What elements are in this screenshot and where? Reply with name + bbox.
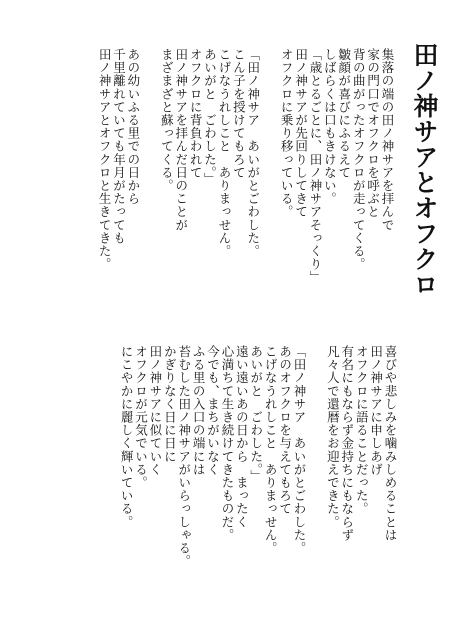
verse-line: 凡々人で還暦をお迎えできた。 [325,345,341,529]
verse-line: しばらくは口もきけない。 [322,48,338,206]
verse-line: こげなうれしこと ありまっせん。 [263,345,279,555]
verse-line: 田ノ神サアとオフクロと生きてきた。 [97,48,113,271]
verse-line: 今でも、まちがいなく [205,345,221,476]
verse-line: あのオフクロを与えてもろて [277,345,293,516]
poem-title: 田ノ神サアとオフクロ [410,42,439,297]
verse-line: 遠い遠いあの日から まったく [234,345,250,529]
verse-line: こげなうれしこと ありまっせん。 [216,48,232,258]
verse-line: あいがと ごわした。」 [248,345,264,483]
verse-line: 「歳とるごとに、田ノ神サアそっくり」 [307,48,323,284]
verse-line: あいがと ごわした。」 [202,48,218,186]
verse-line: 苔むした田ノ神サアがいらっしゃる。 [176,345,192,568]
upper-verse-block [22,48,394,308]
verse-line: 田ノ神サアを拝んだ日のことが [173,48,189,232]
verse-line: 田ノ神サアに申しあげ [368,345,384,476]
verse-line: 皺顔が喜びにふるえて [336,48,352,179]
verse-line: まざまざと蘇ってくる。 [159,48,175,193]
verse-line: 「田ノ神サア あいがとごわした。 [291,345,307,555]
verse-line: 「田ノ神サア あいがとごわした。 [245,48,261,258]
verse-line: 田ノ神サアが先回りしてきて [293,48,309,219]
verse-line: 背の曲がったオフクロが走ってくる。 [351,48,367,271]
verse-line: かぎりなく日に日に [162,345,178,463]
verse-line: 喜びや悲しみを噛みしめることは [383,345,398,542]
lower-verse-block [107,345,397,607]
verse-line: ふる里の入口の端には [191,345,207,476]
verse-line: 田ノ神サアに似ていく [147,345,163,476]
verse-line: にこやかに麗しく輝いている。 [119,345,135,529]
verse-line: 心満ちて生き続けてきたものだ。 [219,345,235,542]
verse-line: あの幼いふる里での日から [125,48,141,206]
verse-line: 有名にもならず金持ちにもならず [339,345,355,542]
verse-line: オフクロに背負われて [188,48,204,179]
verse-line: こん子を授けてもろて [231,48,247,179]
verse-line: 千里離れていても年月がたっても [111,48,127,245]
verse-line: オフクロが元気でいる。 [133,345,149,490]
verse-line: オフクロに乗り移っている。 [279,48,295,219]
verse-line: 家の門口でオフクロを呼ぶと [365,48,381,219]
verse-line: オフクロに語ることだった。 [354,345,370,516]
verse-line: 集落の端の田ノ神サアを拝んで [380,48,395,232]
